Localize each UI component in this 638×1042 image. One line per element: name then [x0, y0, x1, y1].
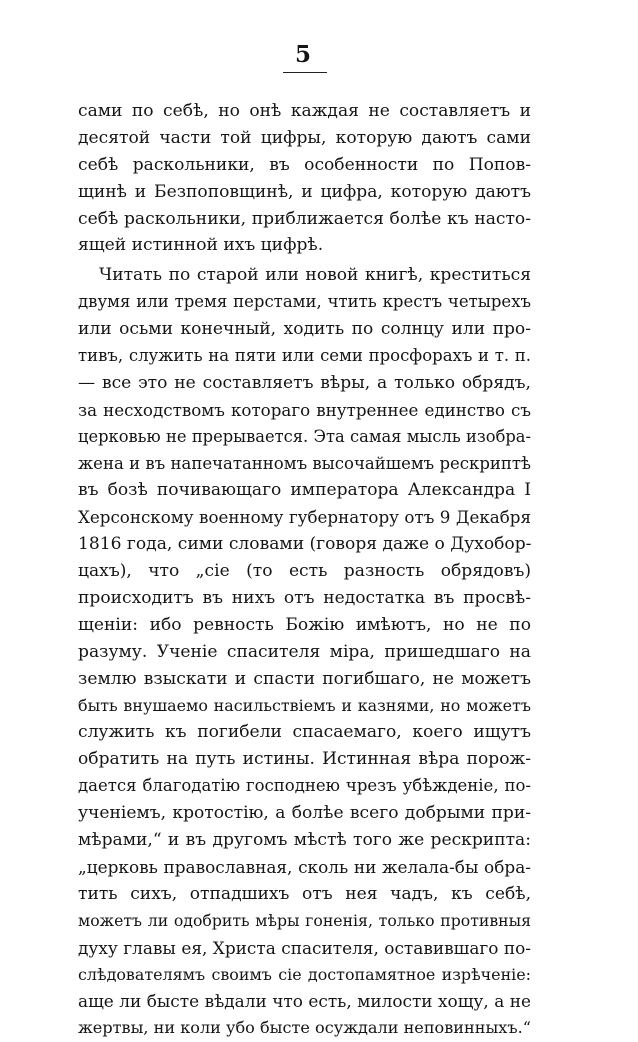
text-line: тивъ, служить на пяти или семи просфорахъ и т. п.: [78, 346, 531, 366]
text-line: сами по себѣ, но онѣ каждая не составляетъ и: [78, 101, 531, 121]
text-line: мѣрами,“ и въ другомъ мѣстѣ того же рескрипта:: [78, 830, 531, 851]
text-line: жена и въ напечатанномъ высочайшемъ рескриптѣ: [78, 453, 531, 473]
text-line: двумя или тремя перстами, чтить крестъ четырехъ: [78, 292, 531, 312]
text-line: десятой части той цифры, которую даютъ сами: [78, 127, 531, 148]
paragraph: [78, 262, 531, 1042]
text-line: Читать по старой или новой книгѣ, креститься: [99, 265, 531, 286]
paragraph: [78, 98, 531, 259]
text-line: ученіемъ, кротостію, а болѣе всего добрыми при-: [78, 803, 531, 824]
text-line: можетъ ли одобрить мѣры гоненія, только противныя: [78, 910, 531, 930]
text-line: происходитъ въ нихъ отъ недостатка въ просвѣ-: [78, 588, 531, 609]
text-line: быть внушаемо насильствіемъ и казнями, но можетъ: [78, 695, 531, 715]
body-text: [78, 98, 531, 1042]
text-line: себѣ раскольники, въ особенности по Попов-: [78, 154, 531, 175]
text-line: — все это не составляетъ вѣры, а только обрядъ,: [78, 372, 531, 393]
text-line: ящей истинной ихъ цифрѣ.: [78, 235, 324, 256]
text-line: аще ли бысте вѣдали что есть, милости хощу, а не: [78, 991, 531, 1012]
text-line: или осьми конечный, ходить по солнцу или про-: [78, 319, 531, 340]
text-line: щинѣ и Безпоповщинѣ, и цифра, которую даютъ: [78, 181, 531, 202]
page-number: 5: [294, 41, 311, 68]
text-line: цахъ), что „сіе (то есть разность обрядовъ): [78, 561, 531, 582]
text-line: духу главы ея, Христа спасителя, оставившаго по-: [78, 937, 531, 958]
page-number-rule: [283, 72, 327, 73]
text-line: обратить на путь истины. Истинная вѣра порож-: [78, 749, 531, 770]
text-line: церковью не прерывается. Эта самая мысль изобра-: [78, 426, 531, 446]
text-line: разуму. Ученіе спасителя міра, пришедшаго на: [78, 641, 531, 662]
text-line: дается благодатію господнею чрезъ убѣжденіе, по-: [78, 776, 531, 796]
text-line: жертвы, ни коли убо бысте осуждали неповинныхъ.“: [78, 1018, 531, 1038]
text-line: „церковь православная, сколь ни желала-бы обра-: [78, 856, 531, 877]
text-line: за несходствомъ котораго внутреннее единство съ: [78, 399, 531, 420]
text-line: себѣ раскольники, приближается болѣе къ насто-: [78, 208, 531, 229]
text-line: слѣдователямъ своимъ сіе достопамятное изрѣченіе:: [78, 964, 531, 984]
text-line: 1816 года, сими словами (говоря даже о Духобор-: [78, 534, 531, 555]
text-line: землю взыскати и спасти погибшаго, не можетъ: [78, 668, 531, 689]
text-line: щеніи: ибо ревность Божію имѣютъ, но не по: [78, 614, 531, 635]
text-line: Херсонскому военному губернатору отъ 9 Декабря: [78, 507, 531, 528]
text-line: служить къ погибели спасаемаго, коего ищутъ: [78, 722, 531, 743]
text-line: тить сихъ, отпадшихъ отъ нея чадъ, къ себѣ,: [78, 883, 531, 904]
text-line: въ бозѣ почивающаго императора Александра I: [78, 480, 531, 501]
